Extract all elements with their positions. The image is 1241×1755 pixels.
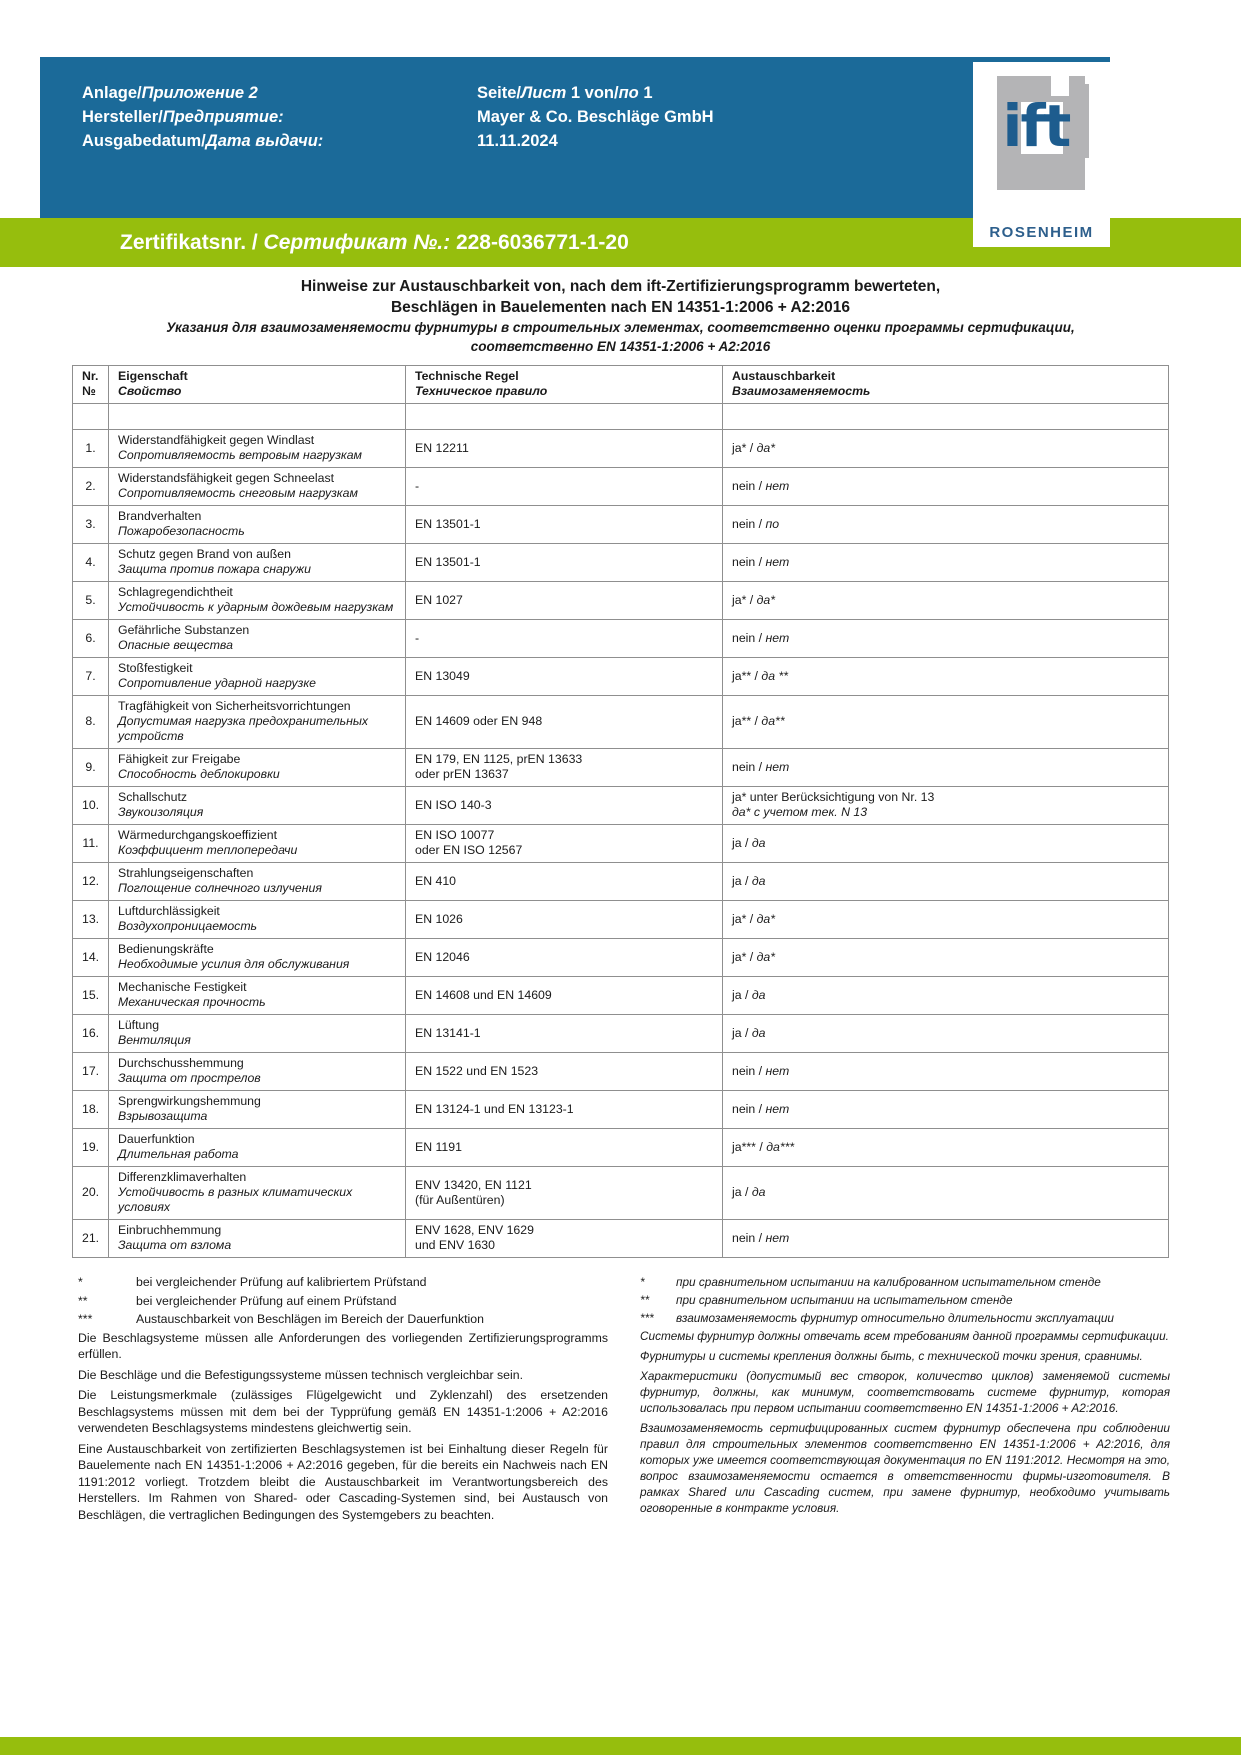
interchangeability-cell: ja** / да**	[723, 696, 1169, 749]
technical-rule-cell: EN 12211	[406, 430, 723, 468]
technical-rule-cell: ENV 13420, EN 1121 (für Außentüren)	[406, 1167, 723, 1220]
property-cell: Differenzklimaverhalten Устойчивость в разных климатических условиях	[109, 1167, 406, 1220]
row-number-cell: 7.	[73, 658, 109, 696]
ift-logo-mark-icon	[987, 70, 1097, 198]
property-cell: Einbruchhemmung Защита от взлома	[109, 1220, 406, 1258]
row-number-cell: 2.	[73, 468, 109, 506]
row-number-cell: 10.	[73, 787, 109, 825]
row-number-cell: 5.	[73, 582, 109, 620]
interchangeability-cell: ja / да	[723, 825, 1169, 863]
technical-rule-cell: EN 13049	[406, 658, 723, 696]
table-row	[73, 825, 1169, 863]
col-header-technical-rule: Technische Regel Техническое правило	[406, 366, 723, 404]
interchangeability-cell: ja** / да **	[723, 658, 1169, 696]
title-ru-line1: Указания для взаимозаменяемости фурнитуры в строительных элементах, соответственно оценки программы сертификации,	[166, 320, 1075, 335]
interchangeability-cell: ja* / да*	[723, 582, 1169, 620]
technical-rule-cell: EN 13124-1 und EN 13123-1	[406, 1091, 723, 1129]
row-number-cell: 11.	[73, 825, 109, 863]
row-number-cell: 16.	[73, 1015, 109, 1053]
table-row	[73, 1015, 1169, 1053]
table-row	[73, 939, 1169, 977]
manufacturer-name: Mayer & Co. Beschläge GmbH	[477, 108, 714, 126]
title-ru-line2: соответственно EN 14351-1:2006 + A2:2016	[470, 339, 771, 354]
property-cell: Brandverhalten Пожаробезопасность	[109, 506, 406, 544]
logo-gray-tab	[1073, 84, 1089, 158]
main-content	[0, 276, 1241, 1527]
footnote-paragraph: Die Beschlagsysteme müssen alle Anforderungen des vorliegenden Zertifizierungsprogramms erfüllen.	[78, 1330, 608, 1361]
row-number-cell: 19.	[73, 1129, 109, 1167]
table-row	[73, 1167, 1169, 1220]
property-cell: Widerstandsfähigkeit gegen Schneelast Сопротивляемость снеговым нагрузкам	[109, 468, 406, 506]
interchangeability-cell: ja*** / да***	[723, 1129, 1169, 1167]
technical-rule-cell: EN 14609 oder EN 948	[406, 696, 723, 749]
header-left-block	[82, 81, 323, 153]
property-cell: Schutz gegen Brand von außen Защита против пожара снаружи	[109, 544, 406, 582]
col-header-nr: Nr. №	[73, 366, 109, 404]
interchangeability-cell: nein / нет	[723, 468, 1169, 506]
interchangeability-cell: nein / нет	[723, 1091, 1169, 1129]
table-row	[73, 1053, 1169, 1091]
technical-rule-cell: EN 179, EN 1125, prEN 13633 oder prEN 13637	[406, 749, 723, 787]
technical-rule-cell: EN ISO 10077 oder EN ISO 12567	[406, 825, 723, 863]
table-row	[73, 696, 1169, 749]
technical-rule-cell: ENV 1628, ENV 1629 und ENV 1630	[406, 1220, 723, 1258]
table-row	[73, 506, 1169, 544]
row-number-cell: 17.	[73, 1053, 109, 1091]
property-cell: Wärmedurchgangskoeffizient Коэффициент теплопередачи	[109, 825, 406, 863]
table-row	[73, 787, 1169, 825]
property-cell: Fähigkeit zur Freigabe Способность деблокировки	[109, 749, 406, 787]
footer-green-bar	[0, 1737, 1241, 1755]
table-row	[73, 430, 1169, 468]
interchangeability-cell: ja* / да*	[723, 430, 1169, 468]
interchangeability-cell: nein / нет	[723, 1053, 1169, 1091]
row-number-cell: 18.	[73, 1091, 109, 1129]
interchangeability-cell: nein / нет	[723, 749, 1169, 787]
page-info: Seite/Лист 1 von/по 1	[477, 84, 653, 102]
technical-rule-cell: EN 1191	[406, 1129, 723, 1167]
interchangeability-cell: nein / по	[723, 506, 1169, 544]
technical-rule-cell: EN 13501-1	[406, 506, 723, 544]
table-row	[73, 658, 1169, 696]
property-cell: Stoßfestigkeit Сопротивление ударной нагрузке	[109, 658, 406, 696]
row-number-cell: 12.	[73, 863, 109, 901]
footnote-item: ** при сравнительном испытании на испытательном стенде	[640, 1293, 1013, 1307]
footnote-item: *** взаимозаменяемость фурнитур относительно длительности эксплуатации	[640, 1311, 1114, 1325]
row-number-cell: 20.	[73, 1167, 109, 1220]
table-row	[73, 977, 1169, 1015]
interchangeability-cell: nein / нет	[723, 544, 1169, 582]
interchangeability-cell: ja / да	[723, 1015, 1169, 1053]
footnote-paragraph: Die Leistungsmerkmale (zulässiges Flügelgewicht und Zyklenzahl) des ersetzenden Beschlagsystems müssen mit dem bei der Typprüfung gemäß EN 14351-1:2006 + A2:2016 verwendeten Beschlagsystems mindestens gleichwertig sein.	[78, 1388, 608, 1435]
footnote-item: *** Austauschbarkeit von Beschlägen im Bereich der Dauerfunktion	[78, 1312, 484, 1326]
issue-date-label: Ausgabedatum/Дата выдачи:	[82, 132, 324, 150]
technical-rule-cell: EN 13141-1	[406, 1015, 723, 1053]
row-number-cell: 21.	[73, 1220, 109, 1258]
header-right-block	[477, 81, 714, 153]
footnotes	[78, 1274, 1170, 1527]
ift-rosenheim-logo	[973, 62, 1110, 247]
col-header-interchangeability: Austauschbarkeit Взаимозаменяемость	[723, 366, 1169, 404]
table-row	[73, 544, 1169, 582]
row-number-cell: 4.	[73, 544, 109, 582]
property-cell: Schlagregendichtheit Устойчивость к ударным дождевым нагрузкам	[109, 582, 406, 620]
properties-table	[72, 365, 1169, 1258]
footnotes-russian	[640, 1274, 1170, 1527]
interchangeability-cell: nein / нет	[723, 1220, 1169, 1258]
property-cell: Bedienungskräfte Необходимые усилия для обслуживания	[109, 939, 406, 977]
technical-rule-cell: EN 1027	[406, 582, 723, 620]
certificate-number: Zertifikatsnr. / Сертификат №.: 228-6036771-1-20	[120, 230, 629, 254]
interchangeability-cell: ja* / да*	[723, 939, 1169, 977]
table-spacer-row	[73, 404, 1169, 430]
row-number-cell: 6.	[73, 620, 109, 658]
property-cell: Strahlungseigenschaften Поглощение солнечного излучения	[109, 863, 406, 901]
technical-rule-cell: EN 410	[406, 863, 723, 901]
property-cell: Lüftung Вентиляция	[109, 1015, 406, 1053]
table-row	[73, 468, 1169, 506]
row-number-cell: 9.	[73, 749, 109, 787]
document-header	[40, 57, 1110, 218]
issue-date-value: 11.11.2024	[477, 132, 558, 150]
row-number-cell: 8.	[73, 696, 109, 749]
title-de-line2: Beschlägen in Bauelementen nach EN 14351-1:2006 + A2:2016	[390, 299, 851, 316]
logo-rosenheim-text: ROSENHEIM	[989, 224, 1094, 241]
footnote-paragraph: Eine Austauschbarkeit von zertifizierten Beschlagsystemen ist bei Einhaltung dieser Regeln für Bauelemente nach EN 14351-1:2006 + A2:2016 gegeben, für die bereits ein Nachweis nach EN 1191:2012 vorliegt. Trotzdem bleibt die Austauschbarkeit im Verantwortungsbereich des Herstellers. Im Rahmen von Shared- oder Cascading-Systemen sind, bei Austausch von Beschlägen, die vertraglichen Bedingungen des Systemgebers zu beachten.	[78, 1441, 608, 1522]
technical-rule-cell: EN 1522 und EN 1523	[406, 1053, 723, 1091]
title-de-line1: Hinweise zur Austauschbarkeit von, nach dem ift-Zertifizierungsprogramm bewerteten,	[300, 278, 941, 295]
col-header-property: Eigenschaft Свойство	[109, 366, 406, 404]
technical-rule-cell: EN 14608 und EN 14609	[406, 977, 723, 1015]
interchangeability-cell: ja* / да*	[723, 901, 1169, 939]
footnote-paragraph: Взаимозаменяемость сертифицированных систем фурнитур обеспечена при соблюдении правил для строительных элементов соответственно EN 14351-1:2006 + A2:2016, для которых уже имеется соответствующая документация по EN 1191:2012. Несмотря на это, вопрос взаимозаменяемости остается в ответственности фирмы-изготовителя. В рамках Shared или Cascading систем, при замене фурнитур, необходимо учитывать оговоренные в контракте условия.	[640, 1421, 1170, 1515]
document-title	[0, 276, 1241, 356]
technical-rule-cell: -	[406, 620, 723, 658]
table-row	[73, 863, 1169, 901]
table-row	[73, 1129, 1169, 1167]
footnote-item: * при сравнительном испытании на калиброванном испытательном стенде	[640, 1275, 1101, 1289]
table-row	[73, 620, 1169, 658]
technical-rule-cell: -	[406, 468, 723, 506]
interchangeability-cell: ja / да	[723, 863, 1169, 901]
table-row	[73, 901, 1169, 939]
property-cell: Durchschusshemmung Защита от прострелов	[109, 1053, 406, 1091]
table-row	[73, 1091, 1169, 1129]
footnote-paragraph: Системы фурнитур должны отвечать всем требованиям данной программы сертификации.	[640, 1329, 1169, 1343]
footnotes-german	[78, 1274, 608, 1527]
row-number-cell: 15.	[73, 977, 109, 1015]
row-number-cell: 1.	[73, 430, 109, 468]
technical-rule-cell: EN 12046	[406, 939, 723, 977]
footnote-item: ** bei vergleichender Prüfung auf einem Prüfstand	[78, 1293, 397, 1308]
property-cell: Gefährliche Substanzen Опасные вещества	[109, 620, 406, 658]
property-cell: Widerstandfähigkeit gegen Windlast Сопротивляемость ветровым нагрузкам	[109, 430, 406, 468]
table-row	[73, 1220, 1169, 1258]
annex-label: Anlage/Приложение 2	[82, 84, 258, 102]
table-row	[73, 582, 1169, 620]
property-cell: Sprengwirkungshemmung Взрывозащита	[109, 1091, 406, 1129]
property-cell: Dauerfunktion Длительная работа	[109, 1129, 406, 1167]
property-cell: Luftdurchlässigkeit Воздухопроницаемость	[109, 901, 406, 939]
interchangeability-cell: ja / да	[723, 977, 1169, 1015]
row-number-cell: 3.	[73, 506, 109, 544]
row-number-cell: 13.	[73, 901, 109, 939]
property-cell: Schallschutz Звукоизоляция	[109, 787, 406, 825]
interchangeability-cell: ja* unter Berücksichtigung von Nr. 13 да* с учетом тек. N 13	[723, 787, 1169, 825]
interchangeability-cell: nein / нет	[723, 620, 1169, 658]
footnote-paragraph: Die Beschläge und die Befestigungssysteme müssen technisch vergleichbar sein.	[78, 1367, 523, 1382]
technical-rule-cell: EN 1026	[406, 901, 723, 939]
table-header-row	[73, 366, 1169, 404]
property-cell: Tragfähigkeit von Sicherheitsvorrichtungen Допустимая нагрузка предохранительных устройств	[109, 696, 406, 749]
logo-ift-text: ift	[1002, 92, 1070, 160]
footnote-paragraph: Фурнитуры и системы крепления должны быть, с технической точки зрения, сравнимы.	[640, 1349, 1143, 1363]
row-number-cell: 14.	[73, 939, 109, 977]
technical-rule-cell: EN 13501-1	[406, 544, 723, 582]
interchangeability-cell: ja / да	[723, 1167, 1169, 1220]
table-row	[73, 749, 1169, 787]
footnote-item: * bei vergleichender Prüfung auf kalibriertem Prüfstand	[78, 1275, 427, 1289]
manufacturer-label: Hersteller/Предприятие:	[82, 108, 284, 126]
footnote-paragraph: Характеристики (допустимый вес створок, количество циклов) заменяемой системы фурнитур, должны, как минимум, соответствовать системе фурнитур, которая использовалась при первом испытании соответственно EN 14351-1:2006 + A2:2016.	[640, 1369, 1170, 1415]
property-cell: Mechanische Festigkeit Механическая прочность	[109, 977, 406, 1015]
technical-rule-cell: EN ISO 140-3	[406, 787, 723, 825]
